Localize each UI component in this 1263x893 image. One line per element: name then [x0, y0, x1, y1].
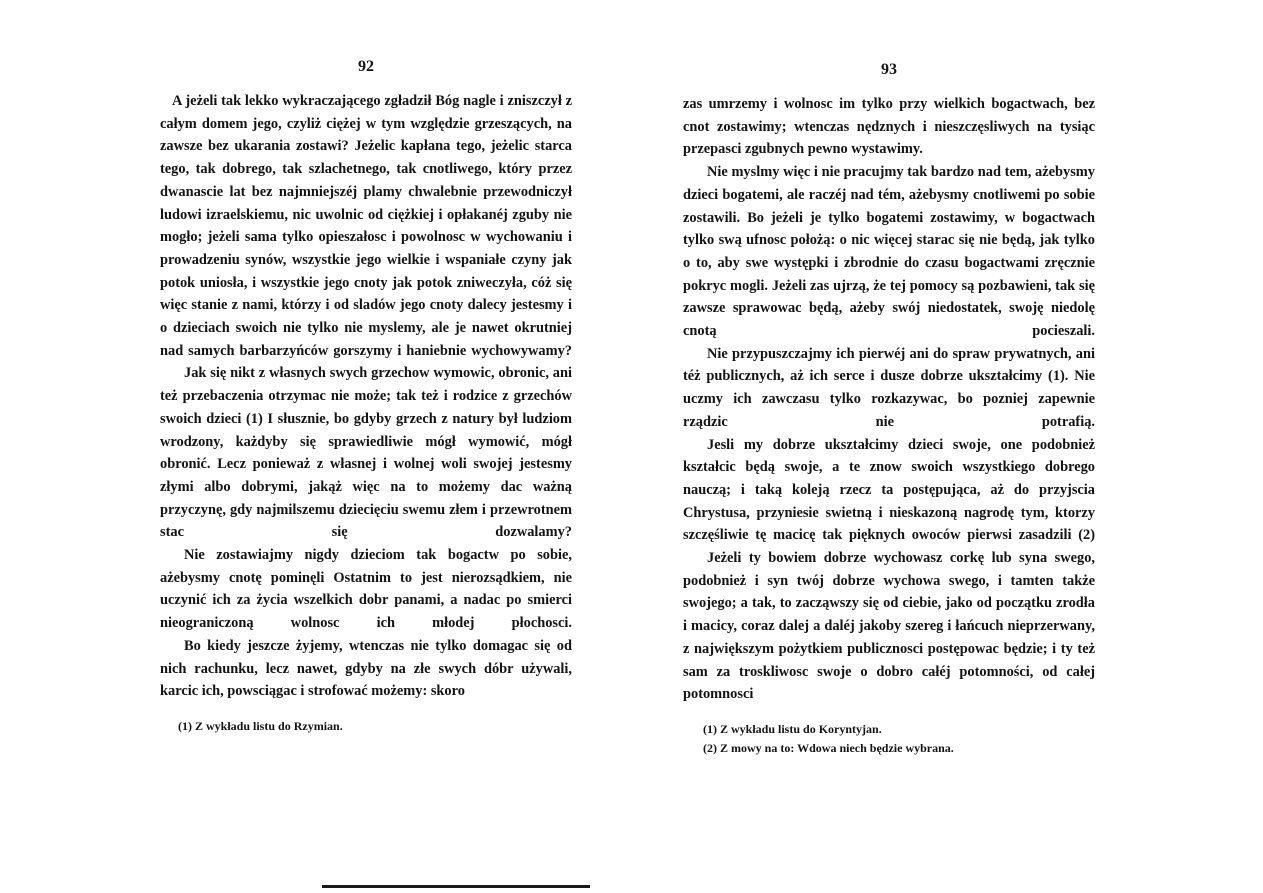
paragraph: Bo kiedy jeszcze żyjemy, wtenczas nie tylko domagac się od nich rachunku, lecz nawet, gdyby na złe swych dóbr używali, karcic ich, powsciągac i strofować możemy: skoro	[160, 637, 572, 700]
footnotes	[160, 717, 572, 736]
right-page	[683, 0, 1095, 758]
footnote: (2) Z mowy na to: Wdowa niech będzie wybrana.	[703, 740, 954, 755]
paragraph: Jeżeli ty bowiem dobrze wychowasz corkę lub syna swego, podobnież i syn twój dobrze wychowa swego, i tamten także swojego; a tak, to zacząwszy się od ciebie, jako od początku zrodła i macicy, coraz dalej a daléj jakoby szereg i łańcuch nieprzerwany, z największym pożytkiem publicznosci postępowac będzie; i ty też sam za troskliwosc swoje o dobro całéj potomności, od całej potomnosci	[683, 550, 1095, 703]
paragraph: zas umrzemy i wolnosc im tylko przy wielkich bogactwach, bez cnot zostawimy; wtenczas nędznych i nieszczęsliwych na tysiąc przepasci zgubnych pewno wystawimy.	[683, 96, 1095, 158]
paragraph: Nie myslmy więc i nie pracujmy tak bardzo nad tem, ażebysmy dzieci bogatemi, ale raczéj nad tém, ażebysmy cnotliwemi po sobie zostawili. Bo jeżeli je tylko bogatemi zostawimy, w bogactwach tylko swą ufnosc położą: o nic więcej starac się nie będą, jak tylko o to, aby swe występki i zbrodnie do czasu bogactwami zręcznie pokryc mogli. Jeżeli zas ujrzą, że tej pomocy są pozbawieni, tak się zawsze sprawowac będą, ażeby swój niedostatek, swoję niedolę cnotą pocieszali.	[683, 164, 1095, 340]
page-number: 92	[358, 58, 374, 75]
page-body	[160, 90, 572, 703]
paragraph: Nie zostawiajmy nigdy dzieciom tak bogactw po sobie, ażebysmy cnotę pominęli Ostatnim to jest nierozsądkiem, nie uczynić ich za życia wszelkich dobr panami, a nadac po smierci nieograniczoną wolnosc ich młodej płochosci.	[160, 547, 572, 632]
paragraph: Nie przypuszczajmy ich pierwéj ani do spraw prywatnych, ani téż publicznych, aż ich serce i dusze dobrze ukształcimy (1). Nie uczmy ich zawczasu tylko rozkazywac, bo pozniej zapewnie rządzic nie potrafią.	[683, 345, 1095, 430]
paragraph: A jeżeli tak lekko wykraczającego zgładził Bóg nagle i zniszczył z całym domem jego, czyliż ciężej w tym względzie grzeszących, na zawsze bez ukarania zostawi? Jeżelic kapłana tego, jeżelic starca tego, tak dobrego, tak szlachetnego, tak cnotliwego, który przez dwanascie lat bez najmniejszéj plamy chwalebnie przewodniczył ludowi izraelskiemu, nic uwolnic od ciężkiej i opłakanéj zguby nie mogło; jeżeli sama tylko opieszałosc i powolnosc w wychowaniu i prowadzeniu synów, wszystkie jego wielkie i wspaniałe czyny jak potok uniosła, i wszystkie jego cnoty jak potok zniweczyła, cóż się więc stanie z nami, którzy i od sladów jego cnoty dalecy jestesmy i o dzieciach swoich nie tylko nie myslemy, ale je nawet okrutniej nad samych barbarzyńców gorszymy i haniebnie wychowywamy?	[160, 93, 572, 359]
footnotes	[683, 720, 1095, 758]
left-page	[160, 0, 572, 736]
paragraph: Jesli my dobrze ukształcimy dzieci swoje, one podobnież kształcic będą swoje, a te znow swoich wszystkiego dobrego nauczą; i taką koleją rzecz ta postępująca, aż do przyjscia Chrystusa, przyniesie swietną i nieskazoną nagrodę tym, ktorzy szczęśliwie tę macicę tak pięknych owoców pierwsi zasadzili (2)	[683, 436, 1095, 544]
footnote: (1) Z wykładu listu do Koryntyjan.	[703, 721, 882, 736]
page-body	[683, 93, 1095, 706]
paragraph: Jak się nikt z własnych swych grzechow wymowic, obronic, ani też przebaczenia otrzymac nie może; tak też i rodzice z grzechów swoich dzieci (1) I słusznie, bo gdyby grzech z natury był ludziom wrodzony, każdyby się sprawiedliwie mógł wymowić, mógł obronić. Lecz ponieważ z własnej i wolnej woli swojej jestesmy złymi albo dobrymi, jakąż więc na to możemy dac ważną przyczynę, gdy najmilszemu dziecięciu swemu złem i przewrotnem stac się dozwalamy?	[160, 365, 572, 541]
bottom-rule	[322, 885, 590, 888]
footnote: (1) Z wykładu listu do Rzymian.	[178, 718, 343, 733]
page-number: 93	[881, 61, 897, 78]
